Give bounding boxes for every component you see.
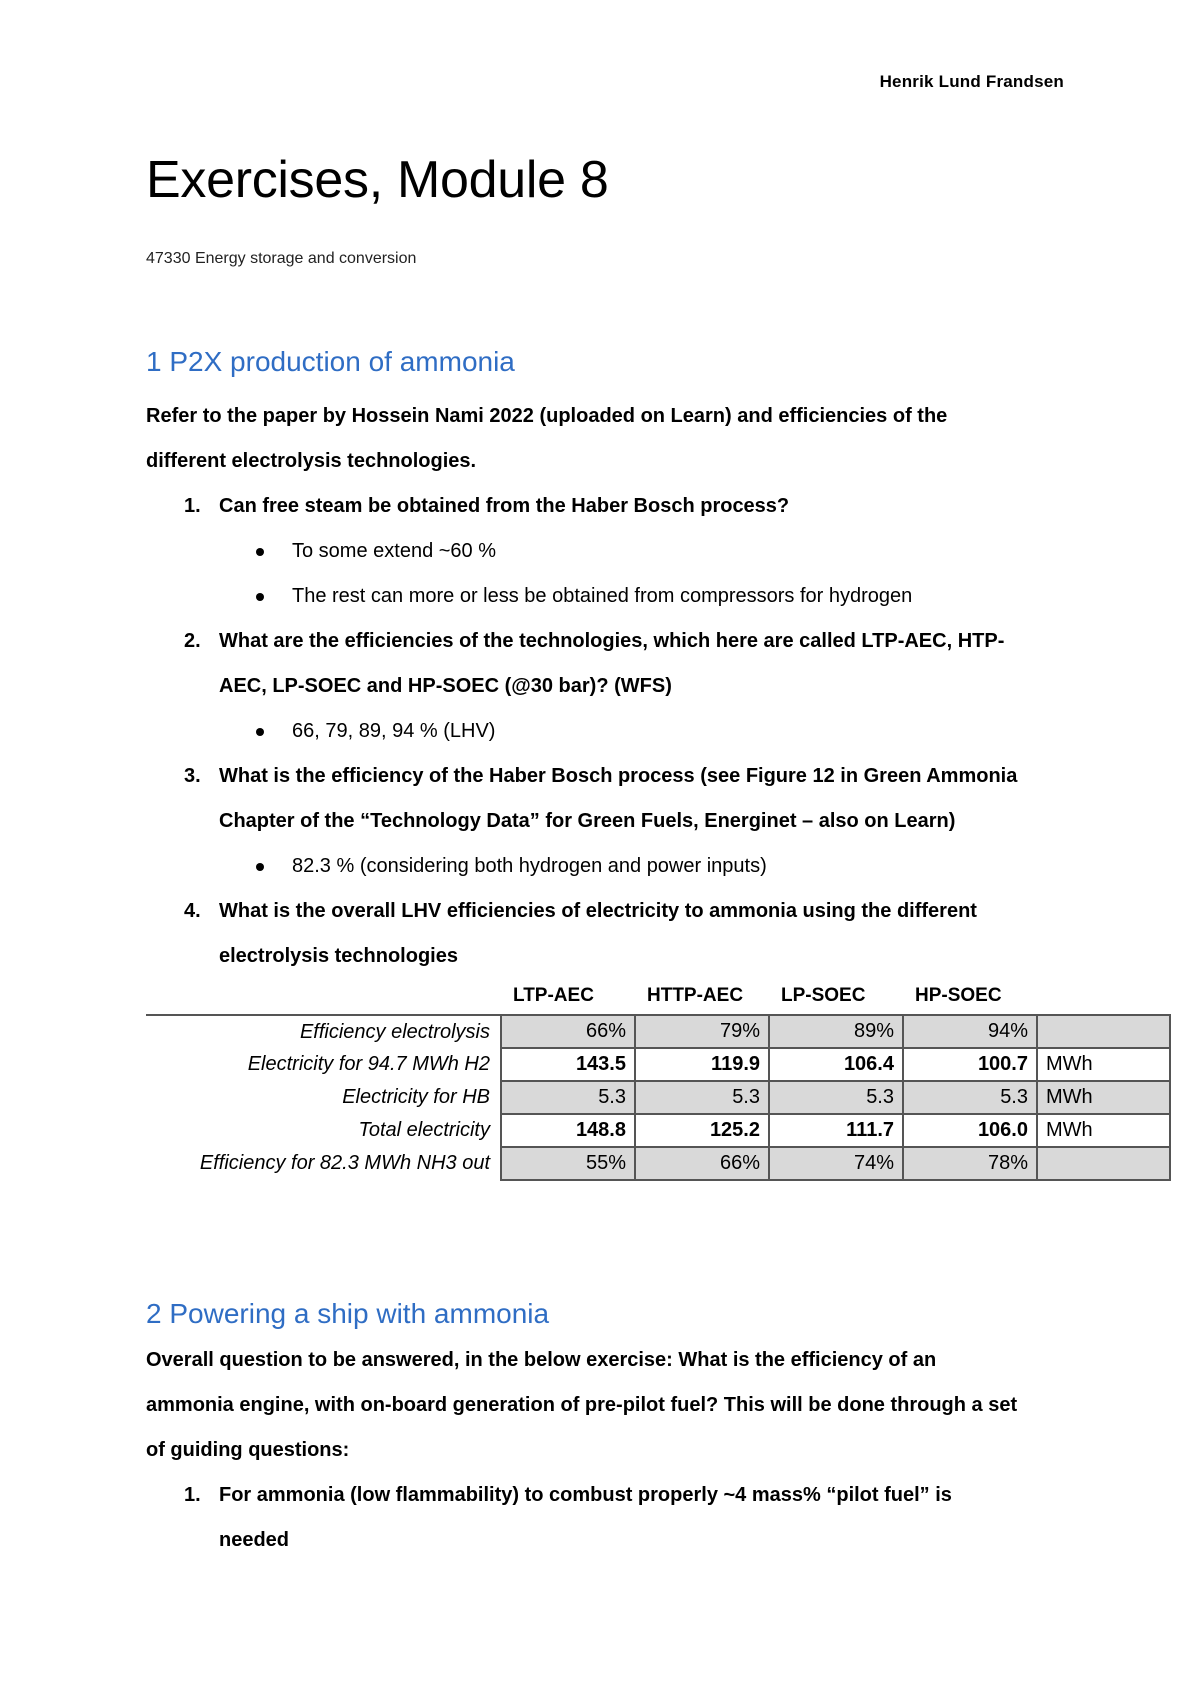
table-cell: 5.3 bbox=[635, 1081, 769, 1114]
author-name: Henrik Lund Frandsen bbox=[879, 72, 1064, 91]
answer-list bbox=[146, 844, 1076, 889]
table-cell: 111.7 bbox=[769, 1114, 903, 1147]
table-header-row bbox=[146, 978, 1170, 1015]
section-2-heading: 2 Powering a ship with ammonia bbox=[146, 1298, 550, 1329]
table-row bbox=[146, 1015, 1170, 1048]
section-1 bbox=[146, 344, 1076, 979]
question-item bbox=[146, 889, 1076, 979]
row-label: Efficiency for 82.3 MWh NH3 out bbox=[199, 1152, 490, 1174]
table-cell: 74% bbox=[769, 1147, 903, 1180]
question-number: 1. bbox=[184, 1484, 201, 1506]
table-row bbox=[146, 1081, 1170, 1114]
answer-item: The rest can more or less be obtained from compressors for hydrogen bbox=[146, 574, 1076, 619]
table-cell: 94% bbox=[903, 1015, 1037, 1048]
table-cell: 55% bbox=[501, 1147, 635, 1180]
table-row bbox=[146, 1114, 1170, 1147]
section-1-intro-line-2: different electrolysis technologies. bbox=[146, 450, 477, 472]
question-text: Chapter of the “Technology Data” for Green Fuels, Energinet – also on Learn) bbox=[219, 810, 956, 832]
table-cell: 89% bbox=[769, 1015, 903, 1048]
question-item bbox=[146, 754, 1076, 844]
section-2-question-list bbox=[146, 1473, 1076, 1563]
table-header-cell: LP-SOEC bbox=[781, 985, 866, 1006]
table-cell: 79% bbox=[635, 1015, 769, 1048]
question-item bbox=[146, 619, 1076, 709]
row-label: Electricity for HB bbox=[342, 1086, 490, 1108]
section-1-intro-line-1: Refer to the paper by Hossein Nami 2022 (uploaded on Learn) and efficiencies of the bbox=[146, 405, 948, 427]
unit-cell bbox=[1037, 1015, 1170, 1048]
row-label: Total electricity bbox=[358, 1119, 490, 1141]
table-cell: 148.8 bbox=[501, 1114, 635, 1147]
table-header-cell: LTP-AEC bbox=[513, 985, 594, 1006]
table-cell: 5.3 bbox=[501, 1081, 635, 1114]
question-number: 2. bbox=[184, 630, 201, 652]
table-cell: 5.3 bbox=[903, 1081, 1037, 1114]
unit-cell: MWh bbox=[1037, 1114, 1170, 1147]
section-1-question-list bbox=[146, 484, 1076, 979]
section-1-heading: 1 P2X production of ammonia bbox=[146, 346, 515, 377]
question-text: What is the efficiency of the Haber Bosch process (see Figure 12 in Green Ammonia bbox=[219, 765, 1018, 787]
question-text: What are the efficiencies of the technologies, which here are called LTP-AEC, HTP- bbox=[219, 630, 1005, 652]
question-item bbox=[146, 484, 1076, 529]
table-header-blank bbox=[1037, 978, 1170, 1015]
table-row bbox=[146, 1048, 1170, 1081]
question-text: needed bbox=[219, 1529, 290, 1551]
unit-cell: MWh bbox=[1037, 1081, 1170, 1114]
table-cell: 119.9 bbox=[635, 1048, 769, 1081]
table-header-cell: HP-SOEC bbox=[915, 985, 1002, 1006]
table-cell: 5.3 bbox=[769, 1081, 903, 1114]
unit-cell: MWh bbox=[1037, 1048, 1170, 1081]
table-header-cell: HTTP-AEC bbox=[647, 985, 744, 1006]
table-cell: 106.0 bbox=[903, 1114, 1037, 1147]
question-text: electrolysis technologies bbox=[219, 945, 458, 967]
section-2-intro-line-3: of guiding questions: bbox=[146, 1439, 350, 1461]
row-label: Efficiency electrolysis bbox=[299, 1020, 490, 1043]
answer-list bbox=[146, 709, 1076, 754]
question-number: 3. bbox=[184, 765, 201, 787]
question-item bbox=[146, 1473, 1076, 1563]
table-cell: 66% bbox=[501, 1015, 635, 1048]
question-number: 4. bbox=[184, 900, 201, 922]
efficiency-table bbox=[146, 978, 1171, 1181]
question-text: For ammonia (low flammability) to combust properly ~4 mass% “pilot fuel” is bbox=[219, 1484, 952, 1506]
table-cell: 100.7 bbox=[903, 1048, 1037, 1081]
table-row bbox=[146, 1147, 1170, 1180]
answer-item: To some extend ~60 % bbox=[146, 529, 1076, 574]
table-cell: 66% bbox=[635, 1147, 769, 1180]
question-text: What is the overall LHV efficiencies of electricity to ammonia using the different bbox=[219, 900, 977, 922]
question-number: 1. bbox=[184, 495, 201, 517]
document-subtitle: 47330 Energy storage and conversion bbox=[146, 250, 417, 267]
section-2-intro-line-1: Overall question to be answered, in the below exercise: What is the efficiency of an bbox=[146, 1349, 937, 1371]
table-header-blank bbox=[146, 978, 501, 1015]
question-text: AEC, LP-SOEC and HP-SOEC (@30 bar)? (WFS) bbox=[219, 675, 672, 697]
answer-item: 66, 79, 89, 94 % (LHV) bbox=[146, 709, 1076, 754]
table-cell: 78% bbox=[903, 1147, 1037, 1180]
document-title: Exercises, Module 8 bbox=[146, 151, 609, 209]
section-2-intro-line-2: ammonia engine, with on-board generation of pre-pilot fuel? This will be done through a set bbox=[146, 1394, 1018, 1416]
table-cell: 106.4 bbox=[769, 1048, 903, 1081]
row-label: Electricity for 94.7 MWh H2 bbox=[247, 1053, 490, 1075]
answer-item: 82.3 % (considering both hydrogen and power inputs) bbox=[146, 844, 1076, 889]
table-cell: 125.2 bbox=[635, 1114, 769, 1147]
unit-cell bbox=[1037, 1147, 1170, 1180]
question-text: Can free steam be obtained from the Haber Bosch process? bbox=[219, 495, 790, 517]
section-2 bbox=[146, 1296, 1076, 1563]
table-cell: 143.5 bbox=[501, 1048, 635, 1081]
answer-list bbox=[146, 529, 1076, 619]
